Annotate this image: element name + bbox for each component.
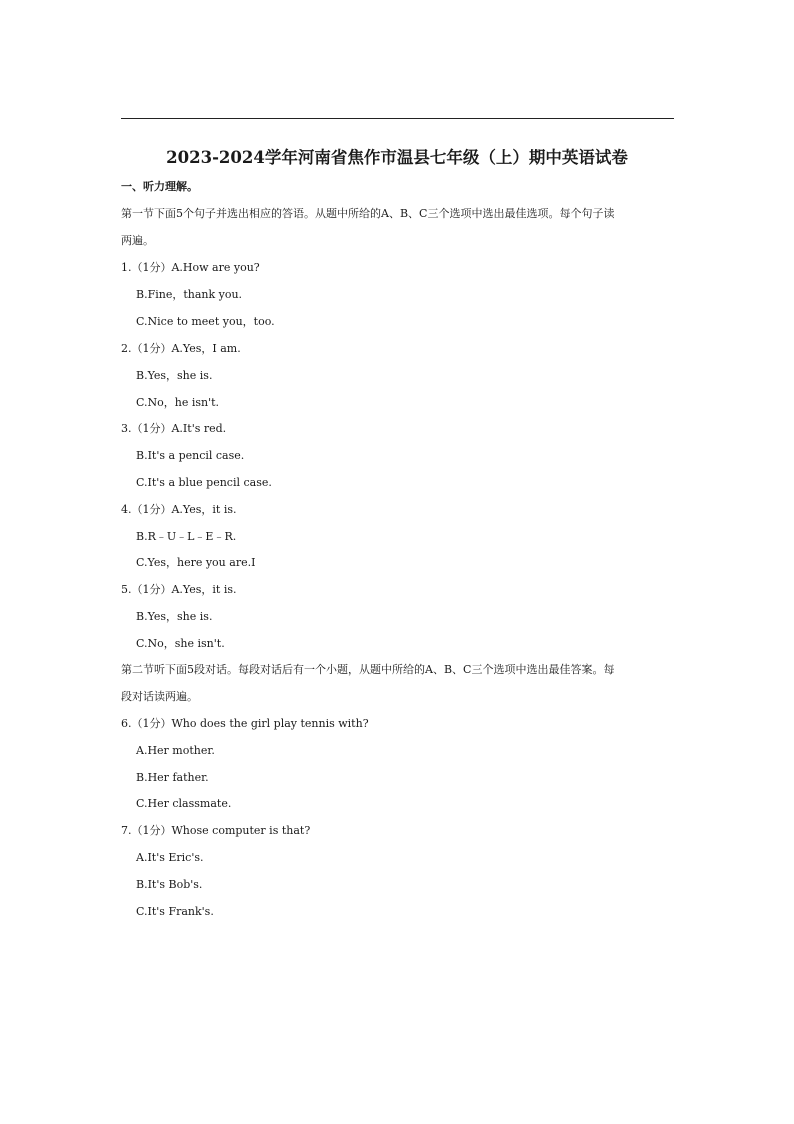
question-2-stem: 2.（1分）A.Yes，I am. xyxy=(121,342,241,355)
question-7-option-c: C.It's Frank's. xyxy=(136,905,214,918)
question-4-option-b: B.R﹣U﹣L﹣E﹣R. xyxy=(136,530,237,543)
page-title: 2023-2024学年河南省焦作市温县七年级（上）期中英语试卷 xyxy=(166,148,628,167)
question-5-option-c: C.No，she isn't. xyxy=(136,637,225,650)
part2-instruction-line1: 第二节听下面5段对话。每段对话后有一个小题，从题中所给的A、B、C三个选项中选出最佳答案。每 xyxy=(121,663,615,676)
question-6-option-a: A.Her mother. xyxy=(136,744,215,757)
question-7-option-b: B.It's Bob's. xyxy=(136,878,203,891)
question-3-stem: 3.（1分）A.It's red. xyxy=(121,422,227,435)
part2-instruction-line2: 段对话读两遍。 xyxy=(121,690,198,703)
question-6-option-c: C.Her classmate. xyxy=(136,797,232,810)
question-5-stem: 5.（1分）A.Yes，it is. xyxy=(121,583,237,596)
question-7-stem: 7.（1分）Whose computer is that? xyxy=(121,824,311,837)
question-1-option-b: B.Fine，thank you. xyxy=(136,288,243,301)
question-2-option-c: C.No，he isn't. xyxy=(136,396,220,409)
question-1-option-c: C.Nice to meet you，too. xyxy=(136,315,275,328)
question-1-stem: 1.（1分）A.How are you? xyxy=(121,261,260,274)
question-6-stem: 6.（1分）Who does the girl play tennis with? xyxy=(121,717,369,730)
question-4-stem: 4.（1分）A.Yes，it is. xyxy=(121,503,237,516)
question-3-option-b: B.It's a pencil case. xyxy=(136,449,245,462)
question-7-option-a: A.It's Eric's. xyxy=(136,851,204,864)
question-5-option-b: B.Yes，she is. xyxy=(136,610,213,623)
header-rule xyxy=(121,118,674,119)
question-3-option-c: C.It's a blue pencil case. xyxy=(136,476,272,489)
part1-instruction-line2: 两遍。 xyxy=(121,234,154,247)
section-heading: 一、听力理解。 xyxy=(121,180,198,193)
question-2-option-b: B.Yes，she is. xyxy=(136,369,213,382)
part1-instruction-line1: 第一节下面5个句子并选出相应的答语。从题中所给的A、B、C三个选项中选出最佳选项。每个句子读 xyxy=(121,207,615,220)
question-4-option-c: C.Yes，here you are.I xyxy=(136,556,256,569)
question-6-option-b: B.Her father. xyxy=(136,771,209,784)
